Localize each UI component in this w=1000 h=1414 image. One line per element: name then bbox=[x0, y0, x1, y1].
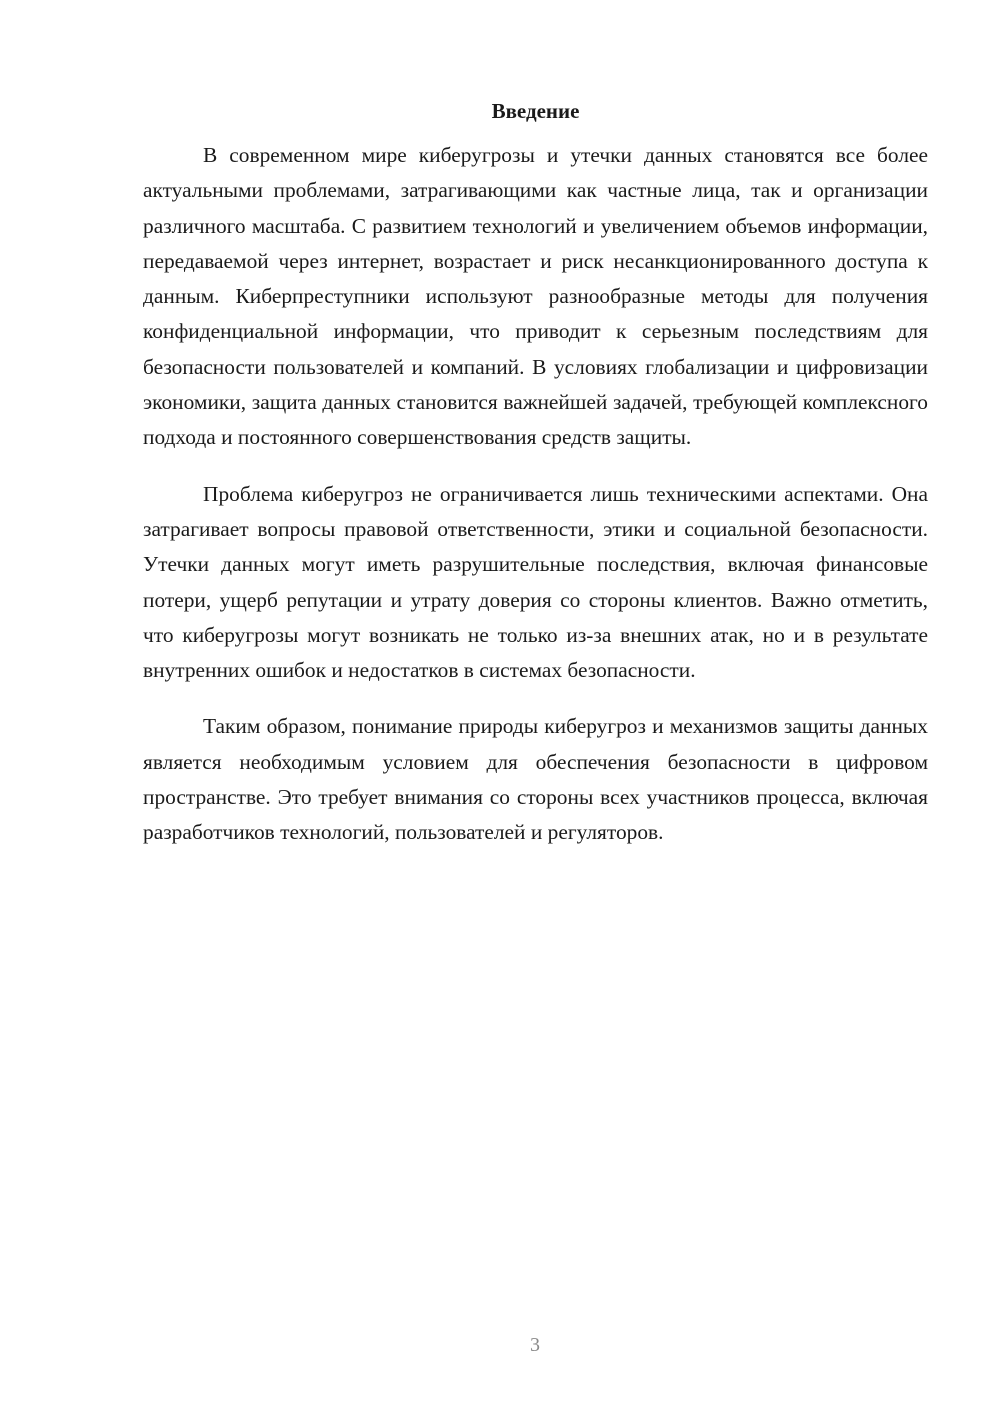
paragraph-1: В современном мире киберугрозы и утечки данных становятся все более актуальными проблемами, затрагивающими как частные лица, так и организации различного масштаба. С развитием технологий и увеличением объемов информации, передаваемой через интернет, возрастает и риск несанкционированного доступа к данным. Киберпреступники используют разнообразные методы для получения конфиденциальной информации, что приводит к серьезным последствиям для безопасности пользователей и компаний. В условиях глобализации и цифровизации экономики, защита данных становится важнейшей задачей, требующей комплексного подхода и постоянного совершенствования средств защиты. bbox=[143, 143, 928, 450]
page-content bbox=[143, 96, 928, 851]
section-title: Введение bbox=[491, 99, 580, 123]
paragraph-3: Таким образом, понимание природы киберугроз и механизмов защиты данных является необходимым условием для обеспечения безопасности в цифровом пространстве. Это требует внимания со стороны всех участников процесса, включая разработчиков технологий, пользователей и регуляторов. bbox=[143, 714, 928, 845]
paragraph-2: Проблема киберугроз не ограничивается лишь техническими аспектами. Она затрагивает вопросы правовой ответственности, этики и социальной безопасности. Утечки данных могут иметь разрушительные последствия, включая финансовые потери, ущерб репутации и утрату доверия со стороны клиентов. Важно отметить, что киберугрозы могут возникать не только из-за внешних атак, но и в результате внутренних ошибок и недостатков в системах безопасности. bbox=[143, 481, 928, 683]
page-number: 3 bbox=[530, 1334, 540, 1356]
